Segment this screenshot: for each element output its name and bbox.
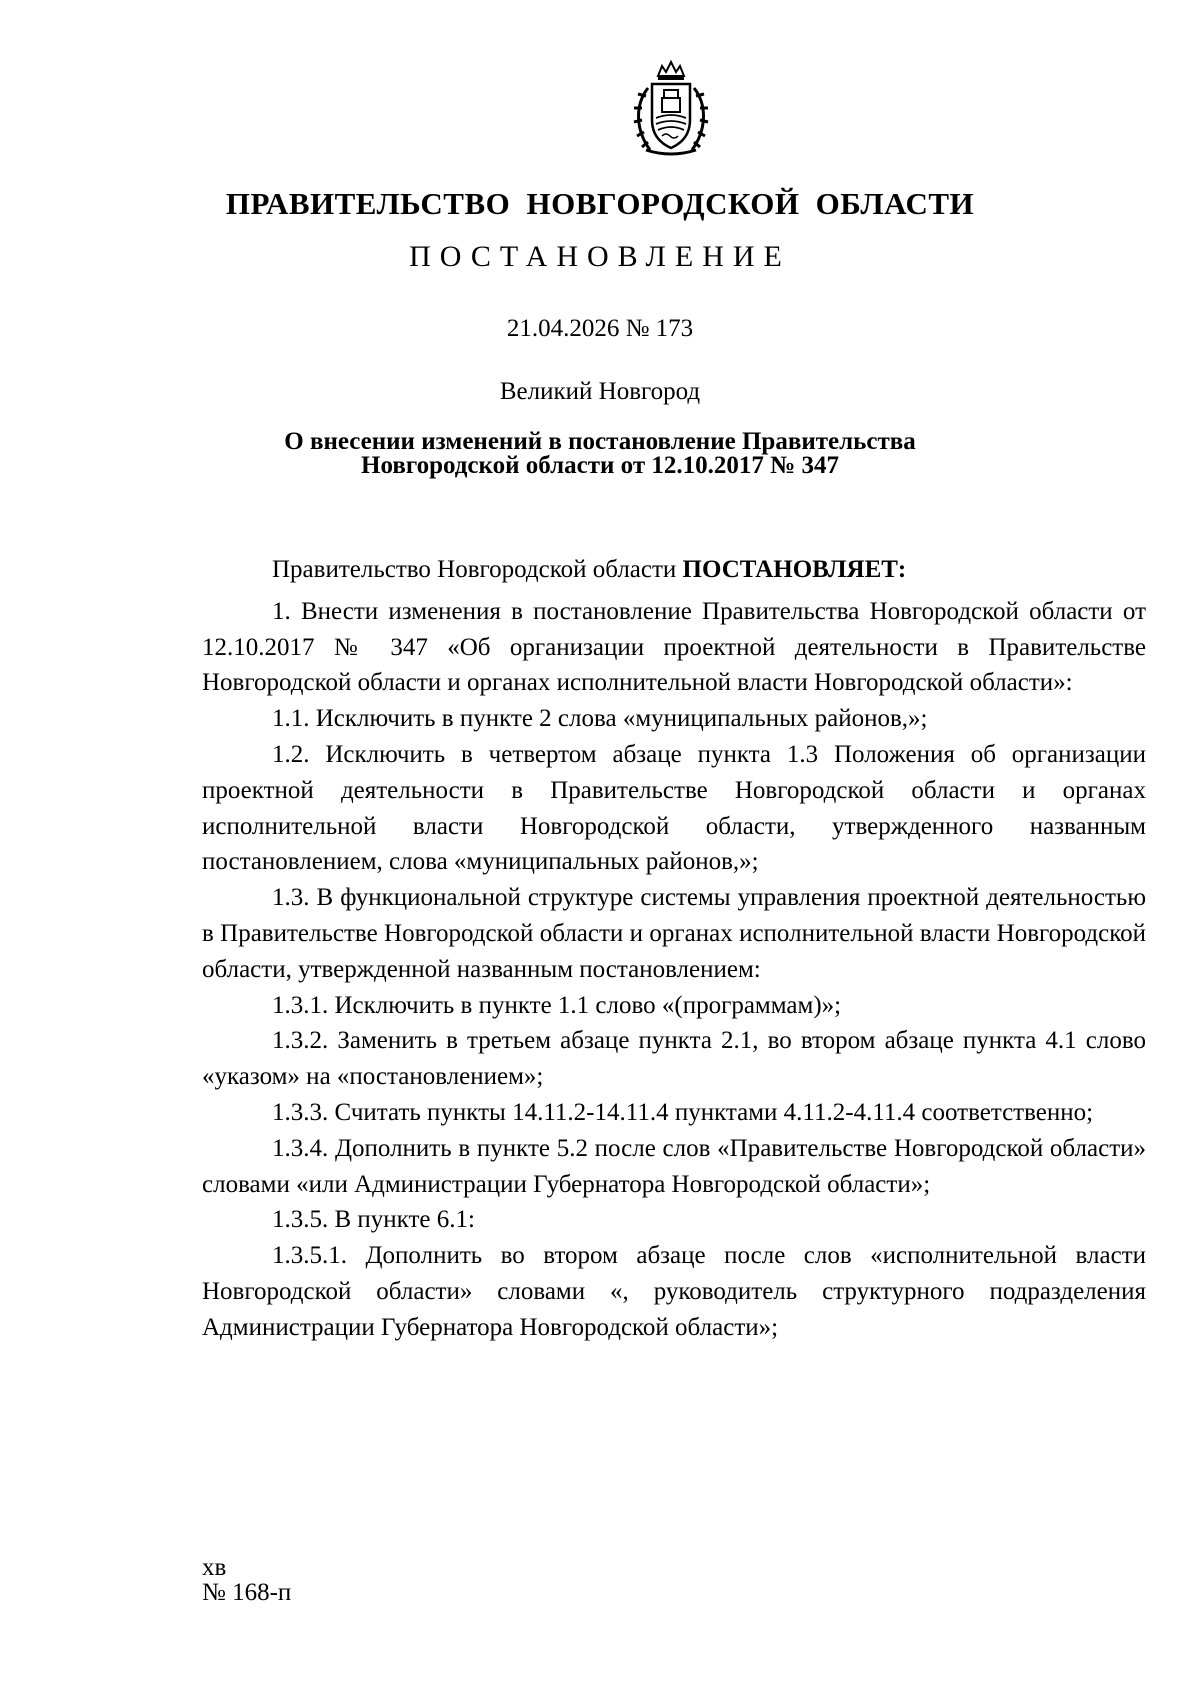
executor-initials: хв [202, 1554, 227, 1581]
paragraph-1-3: 1.3. В функциональной структуре системы управления проектной деятельностью в Правительстве Новгородской области и органах исполнительной власти Новгородской области, утвержденной названным постановлением: [202, 884, 1146, 983]
subject-line-1: О внесении изменений в постановление Правительства [284, 428, 916, 455]
paragraph-1: 1. Внести изменения в постановление Правительства Новгородской области от 12.10.2017 № 347 «Об организации проектной деятельности в Правительстве Новгородской области и органах исполнительной власти Новгородской области»: [202, 597, 1146, 697]
subject-line-2: Новгородской области от 12.10.2017 № 347 [361, 452, 839, 479]
document-body [202, 552, 1146, 1346]
paragraph-1-3-1: 1.3.1. Исключить в пункте 1.1 слово «(программам)»; [272, 991, 842, 1019]
paragraph-1-2: 1.2. Исключить в четвертом абзаце пункта 1.3 Положения об организации проектной деятельности в Правительстве Новгородской области и органах исполнительной власти Новгородской области, утвержденного названным постановлением, слова «муниципальных районов,»; [202, 740, 1146, 876]
paragraph-1-3-4: 1.3.4. Дополнить в пункте 5.2 после слов «Правительстве Новгородской области» словами «или Администрации Губернатора Новгородской области»; [202, 1134, 1146, 1198]
city: Великий Новгород [499, 378, 701, 405]
document-footer [202, 1555, 291, 1605]
date-and-number: 21.04.2026 № 173 [506, 315, 694, 342]
paragraph-1-3-2: 1.3.2. Заменить в третьем абзаце пункта 2.1, во втором абзаце пункта 4.1 слово «указом» на «постановлением»; [202, 1027, 1146, 1091]
intro-decree-word: ПОСТАНОВЛЯЕТ: [682, 556, 907, 583]
registration-number: № 168-п [202, 1579, 292, 1606]
document-subject [0, 430, 1200, 478]
intro-lead: Правительство Новгородской области [272, 556, 683, 583]
paragraph-1-3-5: 1.3.5. В пункте 6.1: [272, 1206, 475, 1234]
paragraph-1-3-5-1: 1.3.5.1. Дополнить во втором абзаце после слов «исполнительной власти Новгородской области» словами «, руководитель структурного подразделения Администрации Губернатора Новгородской области»; [202, 1242, 1146, 1341]
coat-of-arms-icon [628, 58, 714, 160]
intro-paragraph [202, 552, 1146, 588]
paragraph-1-1: 1.1. Исключить в пункте 2 слова «муниципальных районов,»; [272, 705, 928, 733]
document-type: ПОСТАНОВЛЕНИЕ [409, 240, 791, 273]
government-title: ПРАВИТЕЛЬСТВО НОВГОРОДСКОЙ ОБЛАСТИ [225, 186, 975, 221]
paragraph-1-3-3: 1.3.3. Считать пункты 14.11.2-14.11.4 пунктами 4.11.2-4.11.4 соответственно; [272, 1098, 1094, 1126]
